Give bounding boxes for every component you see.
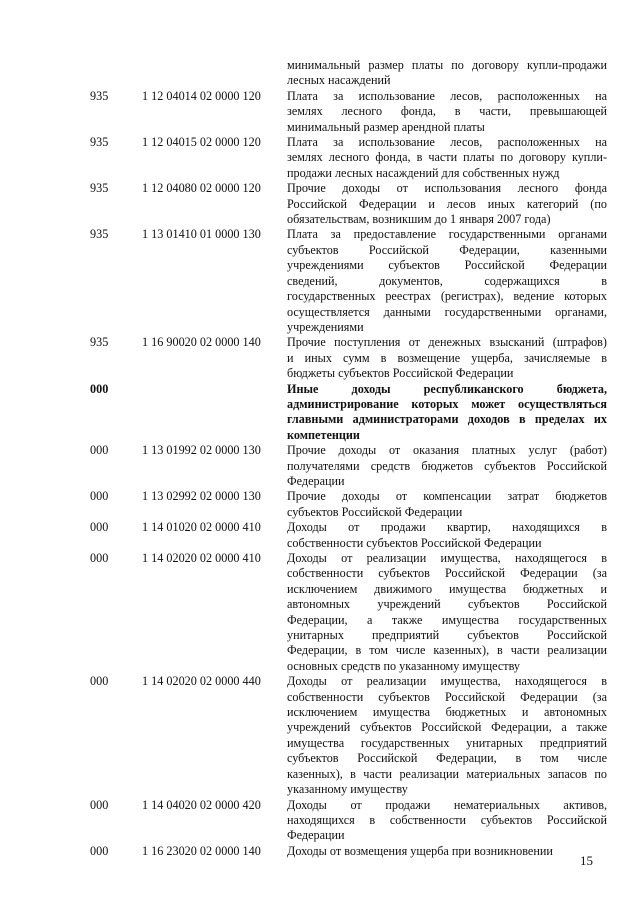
table-row (0, 58, 640, 89)
description-line: осуществляется данными государственными органами, (287, 304, 607, 319)
admin-code: 000 (90, 843, 109, 858)
description-line: минимальный размер платы по договору купли-продажи (287, 58, 607, 72)
description-line: указанному имуществу (287, 782, 408, 797)
description-line: Российской Федерации и лесов иных категорий (по (287, 196, 607, 211)
budget-classification-code: 1 16 90020 02 0000 140 (142, 335, 261, 350)
budget-classification-code: 1 14 01020 02 0000 410 (142, 520, 261, 535)
description-line: Доходы от продажи квартир, находящихся в (287, 520, 607, 535)
description-line: учреждений субъектов Российской Федерации, а также (287, 720, 607, 735)
description-line: Доходы от продажи нематериальных активов, (287, 797, 607, 812)
table-row (0, 181, 640, 227)
description-line: имущества государственных унитарных предприятий (287, 735, 607, 750)
description-line: землях лесного фонда, в части, превышающей (287, 104, 607, 119)
description-line: Федерации (287, 828, 345, 843)
admin-code: 935 (90, 181, 109, 196)
admin-code: 935 (90, 335, 109, 350)
admin-code: 000 (90, 520, 109, 535)
description-line: сведений, документов, содержащихся в (287, 273, 607, 288)
income-description (287, 551, 607, 674)
description-line: Доходы от возмещения ущерба при возникновении (287, 843, 553, 858)
description-line: бюджеты субъектов Российской Федерации (287, 366, 514, 381)
description-line: продажи лесных насаждений для собственных нужд (287, 165, 560, 180)
description-line: Федерации (287, 473, 345, 488)
admin-code: 935 (90, 135, 109, 150)
admin-code: 000 (90, 674, 109, 689)
table-row (0, 798, 640, 844)
description-line: учреждениями субъектов Российской Федерации (287, 258, 607, 273)
description-line: минимальный размер арендной платы (287, 119, 485, 134)
budget-classification-code: 1 14 02020 02 0000 410 (142, 551, 261, 565)
description-line: Доходы от реализации имущества, находящегося в (287, 551, 607, 565)
description-line: компетенции (287, 427, 360, 442)
description-line: субъектов Российской Федерации, казенными (287, 242, 607, 257)
description-line: основных средств по указанному имуществу (287, 658, 520, 673)
table-row (0, 89, 640, 135)
description-line: собственности субъектов Российской Федерации (за (287, 689, 607, 704)
description-line: исключением имущества бюджетных и автономных (287, 705, 607, 720)
admin-code: 000 (90, 551, 109, 565)
table-row (0, 674, 640, 797)
income-description (287, 382, 607, 444)
budget-classification-code: 1 14 04020 02 0000 420 (142, 797, 261, 812)
table-row (0, 335, 640, 381)
table-row (0, 844, 640, 859)
table-row (0, 520, 640, 551)
page-number: 15 (580, 853, 593, 868)
budget-classification-code: 1 13 01992 02 0000 130 (142, 443, 261, 458)
budget-classification-code: 1 12 04080 02 0000 120 (142, 181, 261, 196)
description-line: Плата за использование лесов, расположенных на (287, 88, 607, 103)
description-line: получателями средств бюджетов субъектов Российской (287, 458, 607, 473)
description-line: собственности субъектов Российской Федерации (за (287, 566, 607, 581)
budget-classification-code: 1 16 23020 02 0000 140 (142, 843, 261, 858)
description-line: Федерации, а также имущества государственных (287, 612, 607, 627)
description-line: учреждениями (287, 319, 364, 334)
income-description (287, 335, 607, 381)
description-line: землях лесного фонда, в части платы по договору купли- (287, 150, 607, 165)
income-description (287, 181, 607, 227)
admin-code: 000 (90, 443, 109, 458)
description-line: администрирование которых может осуществляться (287, 396, 607, 411)
budget-classification-code: 1 12 04015 02 0000 120 (142, 135, 261, 150)
description-line: находящихся в собственности субъектов Российской (287, 812, 607, 827)
budget-classification-code: 1 12 04014 02 0000 120 (142, 88, 261, 103)
table-row (0, 443, 640, 489)
income-description (287, 227, 607, 335)
admin-code: 935 (90, 227, 109, 242)
description-line: Прочие доходы от оказания платных услуг (работ) (287, 443, 607, 458)
income-description (287, 89, 607, 135)
description-line: автономных учреждений субъектов Российской (287, 597, 607, 612)
description-line: казенных), в части реализации материальных запасов по (287, 766, 607, 781)
admin-code: 000 (90, 489, 109, 504)
income-table (0, 58, 640, 859)
description-line: исключением движимого имущества бюджетных и (287, 581, 607, 596)
income-description (287, 798, 607, 844)
budget-classification-code: 1 13 01410 01 0000 130 (142, 227, 261, 242)
section-heading-row (0, 382, 640, 444)
description-line: Плата за предоставление государственными органами (287, 227, 607, 242)
description-line: Федерации, в том числе казенных), в части реализации (287, 643, 607, 658)
table-row (0, 135, 640, 181)
income-description (287, 443, 607, 489)
table-row (0, 551, 640, 674)
budget-classification-code: 1 14 02020 02 0000 440 (142, 674, 261, 689)
description-line: государственных реестрах (регистрах), ведение которых (287, 289, 607, 304)
income-description (287, 135, 607, 181)
admin-code: 935 (90, 88, 109, 103)
description-line: Плата за использование лесов, расположенных на (287, 135, 607, 150)
income-description (287, 674, 607, 797)
income-description (287, 489, 607, 520)
description-line: субъектов Российской Федерации, в том числе (287, 751, 607, 766)
description-line: и иных сумм в возмещение ущерба, зачисляемые в (287, 350, 607, 365)
description-line: Доходы от реализации имущества, находящегося в (287, 674, 607, 689)
admin-code: 000 (90, 797, 109, 812)
description-line: главными администраторами доходов в пределах их (287, 412, 607, 427)
description-line: собственности субъектов Российской Федерации (287, 535, 542, 550)
description-line: Прочие доходы от использования лесного фонда (287, 181, 607, 196)
income-description (287, 58, 607, 89)
description-line: Прочие поступления от денежных взысканий (штрафов) (287, 335, 607, 350)
description-line: обязательствам, возникшим до 1 января 2007 года) (287, 212, 551, 227)
table-row (0, 227, 640, 335)
description-line: Прочие доходы от компенсации затрат бюджетов (287, 489, 607, 504)
income-description (287, 844, 607, 859)
description-line: унитарных предприятий субъектов Российской (287, 628, 607, 643)
description-line: лесных насаждений (287, 73, 391, 88)
description-line: субъектов Российской Федерации (287, 504, 463, 519)
table-row (0, 489, 640, 520)
income-description (287, 520, 607, 551)
budget-classification-code: 1 13 02992 02 0000 130 (142, 489, 261, 504)
description-line: Иные доходы республиканского бюджета, (287, 381, 607, 396)
admin-code: 000 (90, 381, 109, 396)
